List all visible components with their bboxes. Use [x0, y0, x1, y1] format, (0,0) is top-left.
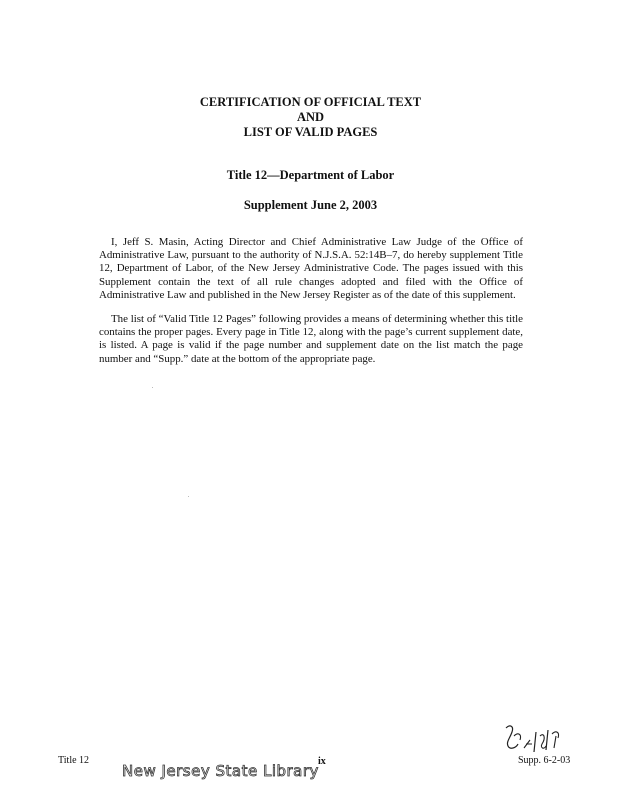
footer-supplement-date: Supp. 6-2-03 — [518, 755, 571, 766]
library-stamp: New Jersey State Library — [122, 762, 319, 780]
page-number: ix — [318, 756, 326, 767]
title-subtitle: Title 12—Department of Labor — [226, 168, 395, 182]
valid-pages-paragraph: The list of “Valid Title 12 Pages” following provides a means of determining whether this title contains the proper pages. Every page in Title 12, along with the page’s current supplement date, is listed. A page is valid if the page number and supplement date on the list match the page number and “Supp.” date at the bottom of the appropriate page. — [99, 313, 523, 365]
scan-speck — [152, 387, 153, 388]
footer-title: Title 12 — [58, 755, 90, 766]
supplement-date: Supplement June 2, 2003 — [243, 198, 378, 212]
valid-pages-title: LIST OF VALID PAGES — [243, 125, 378, 139]
handwritten-initials-image — [500, 722, 572, 758]
scan-speck — [188, 496, 189, 497]
certification-title-and: AND — [296, 110, 325, 124]
certification-paragraph: I, Jeff S. Masin, Acting Director and Chief Administrative Law Judge of the Office of Administrative Law, pursuant to the authority of N.J.S.A. 52:14B–7, do hereby supplement Title 12, Department of Labor, of the New Jersey Administrative Code. The pages issued with this Supplement contain the text of all rule changes adopted and filed with the Office of Administrative Law and published in the New Jersey Register as of the date of this supplement. — [99, 236, 523, 301]
certification-title: CERTIFICATION OF OFFICIAL TEXT — [199, 95, 422, 109]
